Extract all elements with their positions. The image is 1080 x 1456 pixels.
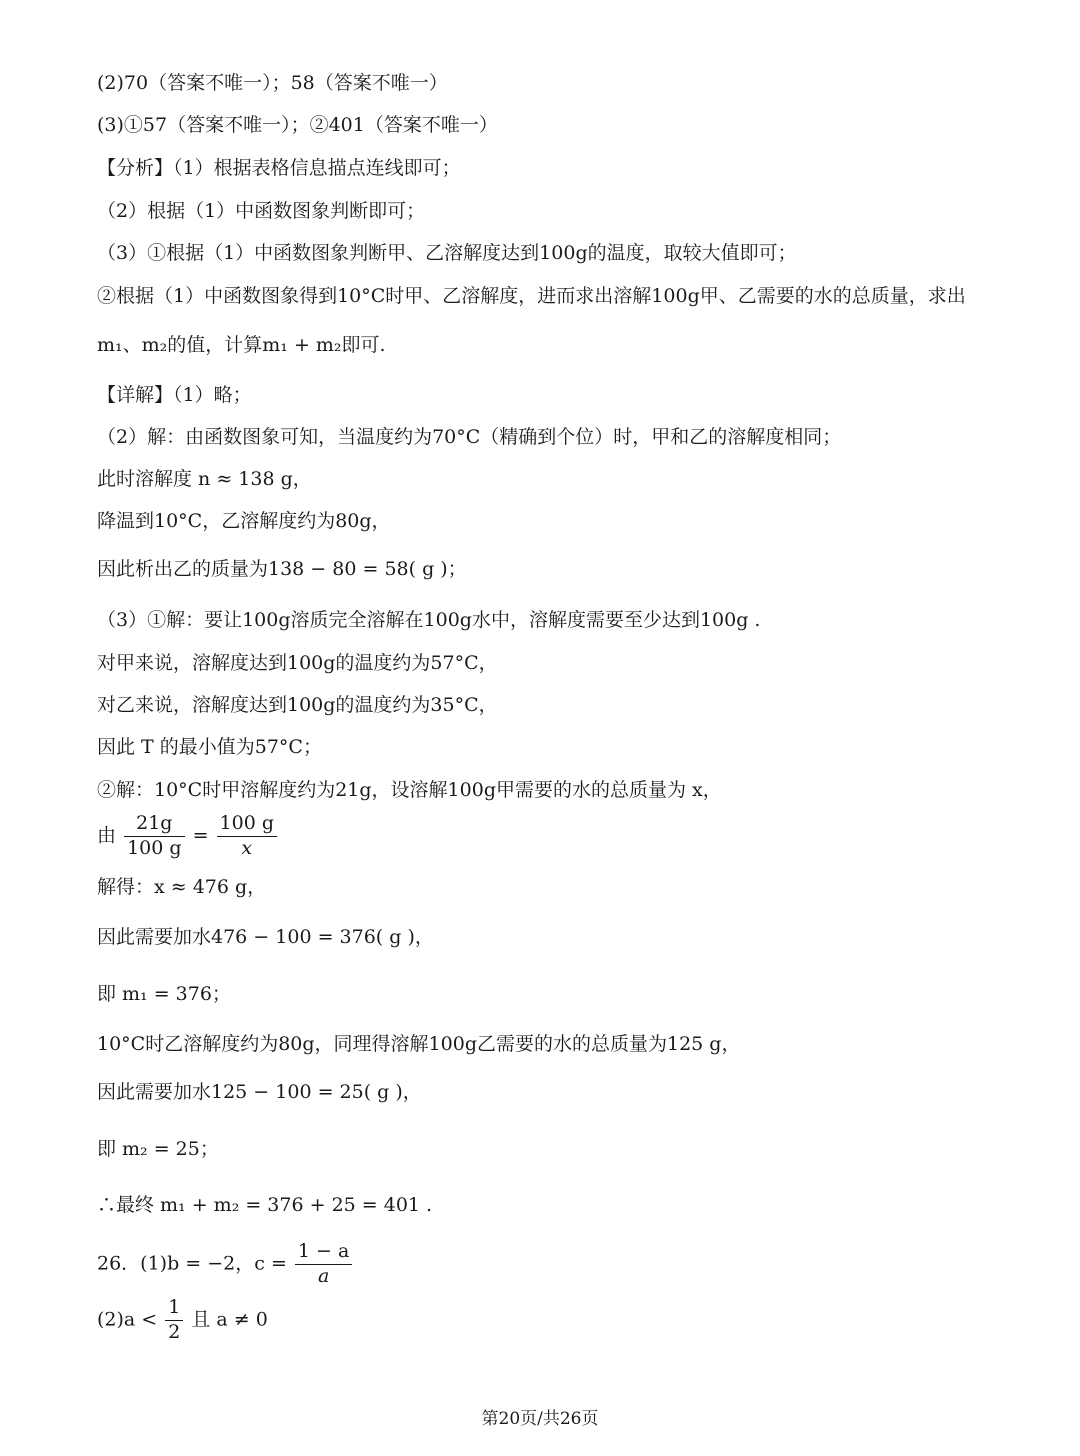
- detail-2-solubility: 此时溶解度 n ≈ 138 g，: [97, 468, 312, 490]
- detail-heading: 【详解】（1）略；: [97, 384, 252, 406]
- detail-2: （2）解：由函数图象可知，当温度约为70°C（精确到个位）时，甲和乙的溶解度相同；: [97, 426, 842, 448]
- analysis-3-1: （3）①根据（1）中函数图象判断甲、乙溶解度达到100g的温度，取较大值即可；: [97, 242, 797, 264]
- detail-2-cooling: 降温到10°C，乙溶解度约为80g，: [97, 510, 391, 532]
- analysis-2: （2）根据（1）中函数图象判断即可；: [97, 200, 426, 222]
- analysis-3-2-cont: m₁、m₂的值，计算m₁ + m₂即可.: [97, 334, 386, 356]
- detail-3-1-result: 因此 T 的最小值为57°C；: [97, 736, 322, 758]
- proportion-equation: 由 $\frac{21g}{100 g}$ = $\frac{100 g}{x}$: [97, 813, 279, 860]
- detail-3-2: ②解：10°C时甲溶解度约为21g，设溶解100g甲需要的水的总质量为 x，: [97, 779, 722, 801]
- answer-2: (2)70（答案不唯一）；58（答案不唯一）: [97, 72, 448, 94]
- fraction-c: $\frac{1 - a}{a}$: [295, 1241, 352, 1288]
- question-26-part-1: 26．(1)b = −2，c = $\frac{1 - a}{a}$: [97, 1241, 354, 1288]
- analysis-heading: 【分析】（1）根据表格信息描点连线即可；: [97, 157, 461, 179]
- m1-value: 即 m₁ = 376；: [97, 983, 231, 1005]
- final-sum: ∴最终 m₁ + m₂ = 376 + 25 = 401 .: [97, 1194, 433, 1216]
- answer-3: (3)①57（答案不唯一）；②401（答案不唯一）: [97, 114, 498, 136]
- fraction-half: $\frac{1}{2}$: [165, 1297, 183, 1344]
- analysis-3-2: ②根据（1）中函数图象得到10°C时甲、乙溶解度，进而求出溶解100g甲、乙需要的水的总质量，求出: [97, 285, 966, 307]
- page-number: 第20页/共26页: [481, 1409, 599, 1429]
- water-yi: 因此需要加水125 − 100 = 25( g )，: [97, 1081, 422, 1103]
- solve-x: 解得：x ≈ 476 g，: [97, 876, 267, 898]
- fraction-right: $\frac{100 g}{x}$: [217, 813, 277, 860]
- m2-value: 即 m₂ = 25；: [97, 1138, 219, 1160]
- fraction-left: $\frac{21g}{100 g}$: [124, 813, 184, 860]
- yi-solubility: 10°C时乙溶解度约为80g，同理得溶解100g乙需要的水的总质量为125 g，: [97, 1033, 741, 1055]
- detail-2-result: 因此析出乙的质量为138 − 80 = 58( g )；: [97, 558, 467, 580]
- detail-3-1: （3）①解：要让100g溶质完全溶解在100g水中，溶解度需要至少达到100g .: [97, 609, 761, 631]
- detail-3-1-jia: 对甲来说，溶解度达到100g的温度约为57°C，: [97, 652, 498, 674]
- detail-3-1-yi: 对乙来说，溶解度达到100g的温度约为35°C，: [97, 694, 498, 716]
- water-jia: 因此需要加水476 − 100 = 376( g )，: [97, 926, 434, 948]
- question-26-part-2: (2)a < $\frac{1}{2}$ 且 a ≠ 0: [97, 1296, 268, 1343]
